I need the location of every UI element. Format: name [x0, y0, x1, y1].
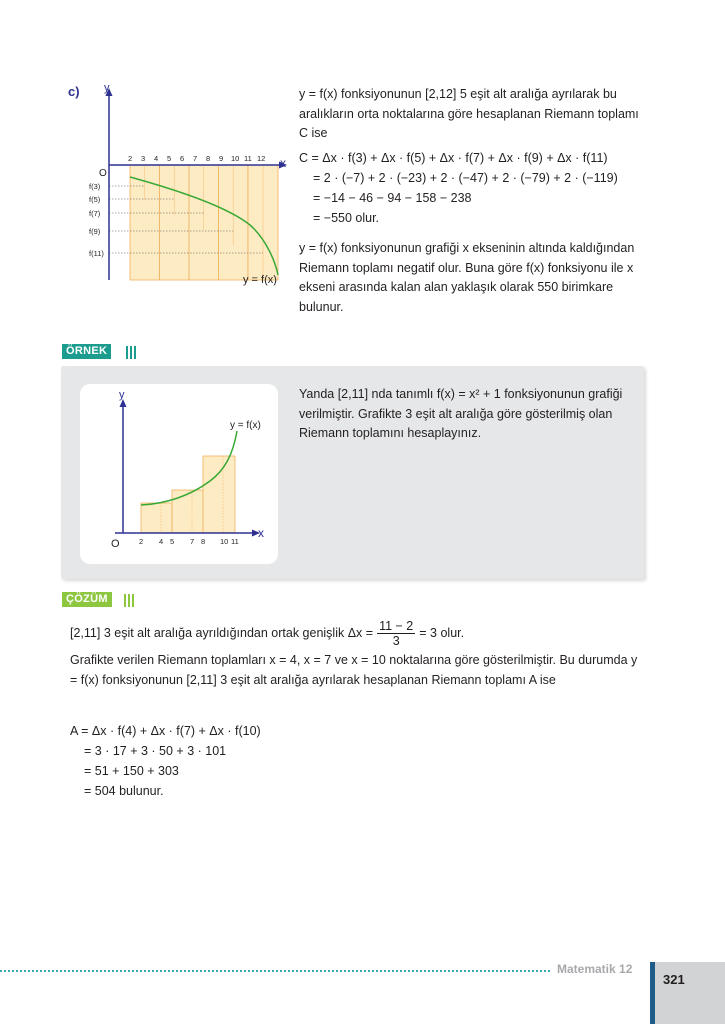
- riemann-graph-c: [80, 80, 295, 295]
- riemann-graph-example: [85, 386, 275, 561]
- part-c-equation-line-3: = −14 − 46 − 94 − 158 − 238: [313, 191, 472, 205]
- example-problem-text: Yanda [2,11] nda tanımlı f(x) = x² + 1 fonksiyonunun grafiği verilmiştir. Grafikte 3 eşit alt aralığa göre gösterilmiş olan Riemann toplamını hesaplayınız.: [299, 387, 623, 440]
- y-axis-label: y: [119, 389, 125, 401]
- f-label: f(9): [89, 227, 101, 236]
- f-label: f(5): [89, 195, 101, 204]
- x-tick: 2: [128, 154, 133, 163]
- x-tick: 11: [231, 537, 239, 546]
- x-tick: 9: [219, 154, 224, 163]
- curve-label: y = f(x): [243, 274, 277, 286]
- ornek-tag: [62, 344, 111, 359]
- riemann-rect: [141, 503, 172, 533]
- x-tick: 3: [141, 154, 146, 163]
- x-tick: 10: [220, 537, 229, 546]
- width-fraction: [377, 619, 415, 648]
- fraction-denominator: 3: [392, 633, 400, 648]
- solution-width-result: = 3 olur.: [419, 626, 465, 640]
- fraction-numerator: 11 − 2: [379, 618, 414, 633]
- footer-dotted-line: [0, 970, 550, 972]
- x-tick: 7: [193, 154, 198, 163]
- x-tick: 10: [231, 154, 240, 163]
- x-axis-label: x: [258, 526, 264, 540]
- page-number: 321: [663, 972, 685, 987]
- solution-width-line: [70, 617, 464, 649]
- solution-equation-line-1: A = Δx · f(4) + Δx · f(7) + Δx · f(10): [70, 724, 261, 738]
- cozum-tag-label: ÇÖZÜM: [66, 593, 108, 605]
- part-c-equation-line-1: C = Δx · f(3) + Δx · f(5) + Δx · f(7) + Δx · f(9) + Δx · f(11): [299, 151, 608, 165]
- x-axis-label: x: [280, 156, 286, 170]
- solution-width-text: [2,11] 3 eşit alt aralığa ayrıldığından ortak genişlik Δx =: [70, 626, 374, 640]
- part-c-paragraph-1: y = f(x) fonksiyonunun [2,12] 5 eşit alt aralığa ayrılarak bu aralıkların orta noktalarına göre hesaplanan Riemann toplamı C ise: [299, 87, 639, 140]
- footer-book-title: Matematik 12: [557, 962, 633, 976]
- origin-label: O: [99, 168, 107, 179]
- f-label: f(3): [89, 182, 101, 191]
- x-tick: 4: [154, 154, 159, 163]
- x-tick: 5: [167, 154, 172, 163]
- cozum-tag-bars: [122, 592, 134, 610]
- x-tick: 11: [244, 154, 252, 163]
- x-tick: 5: [170, 537, 175, 546]
- f-label: f(11): [89, 249, 104, 258]
- part-c-label: c): [68, 84, 80, 99]
- cozum-tag: [62, 592, 112, 607]
- part-c-equation-line-2: = 2 · (−7) + 2 · (−23) + 2 · (−47) + 2 · (−79) + 2 · (−119): [313, 171, 618, 185]
- riemann-rect: [203, 456, 235, 533]
- x-tick: 8: [201, 537, 206, 546]
- x-tick: 7: [190, 537, 195, 546]
- riemann-rect: [172, 490, 203, 533]
- solution-equation-line-4: = 504 bulunur.: [84, 784, 164, 798]
- solution-equation-line-3: = 51 + 150 + 303: [84, 764, 179, 778]
- part-c-equation-line-4: = −550 olur.: [313, 211, 380, 225]
- f-label: f(7): [89, 209, 101, 218]
- x-tick: 12: [257, 154, 266, 163]
- x-tick: 2: [139, 537, 144, 546]
- ornek-tag-label: ÖRNEK: [66, 345, 108, 357]
- solution-equation-line-2: = 3 · 17 + 3 · 50 + 3 · 101: [84, 744, 227, 758]
- curve-label: y = f(x): [230, 420, 261, 431]
- solution-paragraph: Grafikte verilen Riemann toplamları x = 4, x = 7 ve x = 10 noktalarına göre gösterilmiştir. Bu durumda y = f(x) fonksiyonunun [2,11] 3 eşit alt aralığa ayrılarak hesaplanan Riemann toplamı A ise: [70, 653, 638, 687]
- origin-label: O: [111, 538, 120, 550]
- x-tick: 4: [159, 537, 164, 546]
- x-tick: 8: [206, 154, 211, 163]
- part-c-paragraph-2: y = f(x) fonksiyonunun grafiği x ekseninin altında kaldığından Riemann toplamı negatif olur. Buna göre f(x) fonksiyonu ile x ekseni arasında kalan alan yaklaşık olarak 550 birimkare bulunur.: [299, 241, 635, 314]
- y-axis-label: y: [104, 82, 110, 94]
- x-tick: 6: [180, 154, 185, 163]
- ornek-tag-bars: [124, 344, 136, 362]
